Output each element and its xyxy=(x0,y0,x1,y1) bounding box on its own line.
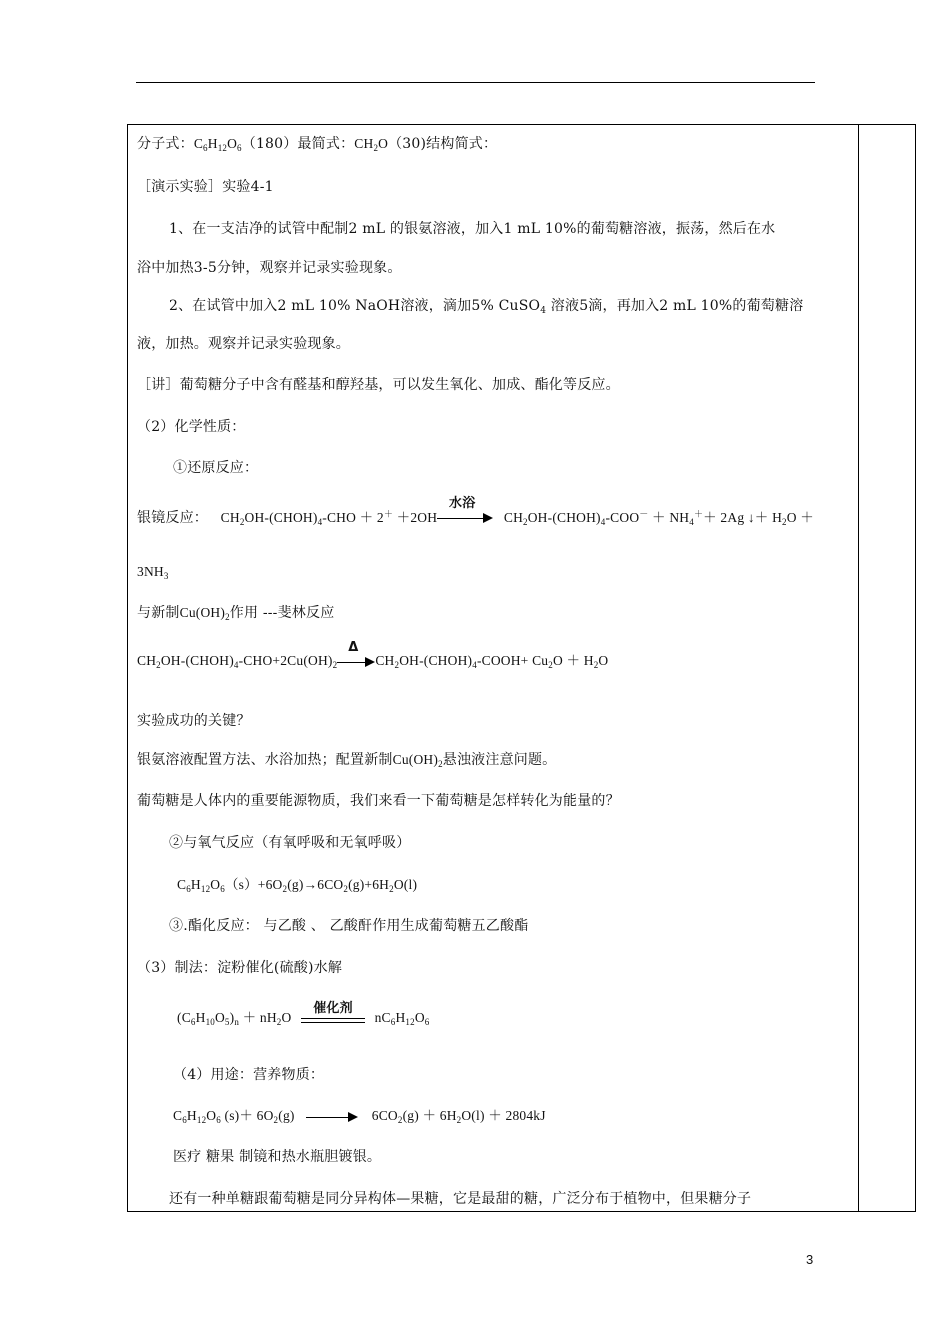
header-rule xyxy=(136,82,815,83)
experiment-step-2: 2、在试管中加入2 mL 10% NaOH溶液，滴加5% CuSO$_4$ 溶液5滴，再加入2 mL 10%的葡萄糖溶 xyxy=(169,298,804,316)
hydrolysis-equation: $(C_6H_{10}O_5)_n + nH_2O$ 催化剂 $nC_6H_{12}O_6$ xyxy=(177,1000,430,1027)
fehling-reaction-heading: 与新制$Cu(OH)_2$作用 ---斐林反应 xyxy=(137,605,335,622)
reaction-arrow xyxy=(306,1110,358,1124)
molecular-formula-line: 分子式：$C_6H_{12}O_6(180)$最简式：$CH_2O(30)$结构简式： xyxy=(137,136,498,153)
demo-experiment-heading: ［演示实验］实验4-1 xyxy=(137,179,274,195)
experiment-step-1: 1、在一支洁净的试管中配制2 mL 的银氨溶液，加入1 mL 10%的葡萄糖溶液，振荡，然后在水 xyxy=(169,221,776,237)
label-silver-mirror: 银镜反应： xyxy=(137,510,208,526)
uses-list: 医疗 糖果 制镜和热水瓶胆镀银。 xyxy=(173,1149,382,1165)
subsection-oxygen-reaction: ②与氧气反应（有氧呼吸和无氧呼吸） xyxy=(169,835,411,851)
silver-mirror-equation: 银镜反应： $CH_2OH-(CHOH)_4$-CHO ＋ 2＋ ＋2OH 水浴 $CH_2OH-(CHOH)_4-COO^- + NH_4^++ 2Ag$ ↓＋ $H_2O$ ＋ xyxy=(137,496,814,527)
reaction-arrow: 水浴 xyxy=(437,511,493,525)
subsection-esterification: ③.酯化反应： 与乙酸 、 乙酸酐作用生成葡萄糖五乙酸酯 xyxy=(169,918,529,934)
energy-question: 葡萄糖是人体内的重要能源物质，我们来看一下葡萄糖是怎样转化为能量的？ xyxy=(137,793,620,809)
silver-mirror-equation-cont: $3NH_3$ xyxy=(137,564,169,581)
reaction-arrow: Δ xyxy=(337,655,375,669)
section-uses: （4）用途：营养物质： xyxy=(173,1067,325,1083)
experiment-step-1-cont: 浴中加热3-5分钟，观察并记录实验现象。 xyxy=(137,260,402,276)
fehling-equation: $CH_2OH-(CHOH)_4-CHO+2Cu(OH)_2$ Δ $CH_2OH-(CHOH)_4-COOH+ Cu_2O + H_2O$ xyxy=(137,639,609,670)
answer-key-to-success: 银氨溶液配置方法、水浴加热；配置新制$Cu(OH)_2$悬浊液注意问题。 xyxy=(137,752,557,769)
label-molecular-formula: 分子式： xyxy=(137,136,194,152)
page-number: 3 xyxy=(806,1252,814,1267)
energy-equation: $C_6H_{12}O_6$ $(s)+ 6O_2(g)$ $6CO_2(g) + 6H_2O(l) + 2804kJ$ xyxy=(173,1108,546,1125)
fructose-intro: 还有一种单糖跟葡萄糖是同分异构体—果糖，它是最甜的糖，广泛分布于植物中，但果糖分子 xyxy=(169,1191,752,1207)
equilibrium-sign: 催化剂 xyxy=(301,1009,365,1029)
subsection-reduction: ①还原反应： xyxy=(173,460,259,476)
section-preparation: （3）制法：淀粉催化(硫酸)水解 xyxy=(137,960,343,976)
table-column-divider xyxy=(858,124,859,1212)
section-chemical-properties: （2）化学性质： xyxy=(137,419,246,435)
respiration-equation: $C_6H_{12}O_6(s)+6O_2(g)\to 6CO_2(g)+6H_2O(l)$ xyxy=(177,877,418,894)
lecture-note: ［讲］葡萄糖分子中含有醛基和醇羟基，可以发生氧化、加成、酯化等反应。 xyxy=(137,377,620,393)
question-key-to-success: 实验成功的关键？ xyxy=(137,713,251,729)
experiment-step-2-cont: 液，加热。观察并记录实验现象。 xyxy=(137,336,350,352)
